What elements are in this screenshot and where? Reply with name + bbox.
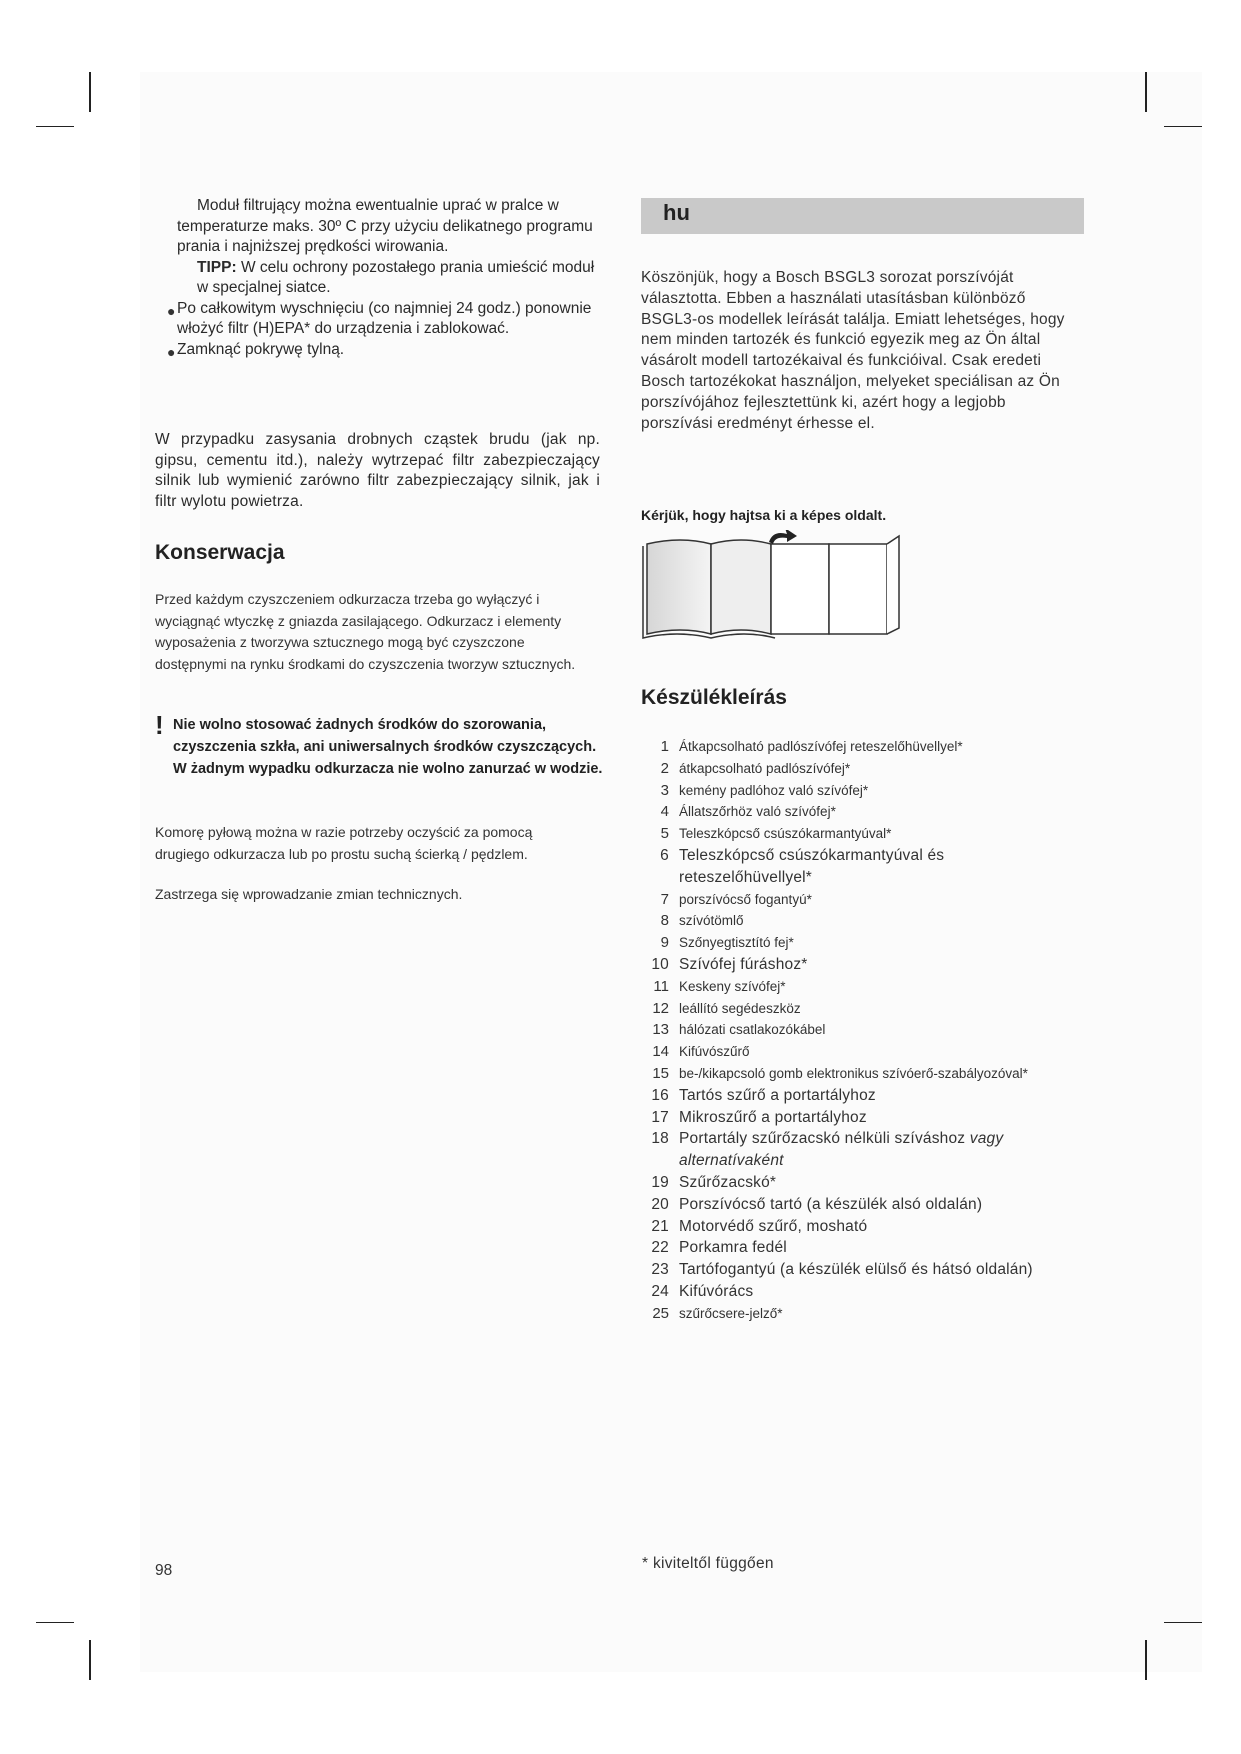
part-item: 22 Porkamra fedél <box>651 1239 787 1257</box>
intro-paragraph: Köszönjük, hogy a Bosch BSGL3 sorozat porszívóját választotta. Ebben a használati utasításban különböző BSGL3-os modellek leírását találja. Emiatt lehetséges, hogy nem minden tartozék és funkció egyezik meg az Ön által vásárolt modell tartozékaival és funkcióival. Csak eredeti Bosch tartozékokat használjon, melyeket speciálisan az Ön porszívójához fejlesztettünk ki, azért hogy a legjobb porszívási eredményt érhesse el. <box>641 269 1065 432</box>
crop-mark-bottom-left-v <box>89 1640 91 1680</box>
part-item: 24 Kifúvórács <box>651 1282 754 1300</box>
part-item: 16 Tartós szűrő a portartályhoz <box>651 1086 876 1104</box>
parts-list <box>641 736 1101 1325</box>
step-close-cover: ● Zamknąć pokrywę tylną. <box>177 340 607 361</box>
maintenance-heading: Konserwacja <box>155 541 285 564</box>
part-item: 3 kemény padlóhoz való szívófej* <box>660 781 869 799</box>
crop-mark-top-left-h <box>36 126 74 127</box>
part-item: 7 porszívócső fogantyú* <box>660 890 812 908</box>
dust-chamber-paragraph: Komorę pyłową można w razie potrzeby oczyścić za pomocą drugiego odkurzacza lub po prostu suchą ścierką / pędzlem. <box>155 824 533 862</box>
tip-label: TIPP: <box>197 258 237 276</box>
part-item: 20 Porszívócső tartó (a készülék alsó oldalán) <box>651 1195 983 1213</box>
part-item: 6 Teleszkópcső csúszókarmantyúval és reteszelőhüvellyel* <box>660 846 945 886</box>
language-code: hu <box>663 200 690 225</box>
crop-mark-top-right-h <box>1164 126 1202 127</box>
part-item: 19 Szűrőzacskó* <box>651 1173 777 1191</box>
part-item: 13 hálózati csatlakozókábel <box>652 1021 826 1039</box>
exclamation-icon: ! <box>155 710 164 740</box>
part-item: 1 Átkapcsolható padlószívófej reteszelőhüvellyel* <box>660 738 963 755</box>
part-item: 10 Szívófej fúráshoz* <box>651 955 808 973</box>
filter-instructions <box>167 196 607 360</box>
part-item: 5 Teleszkópcső csúszókarmantyúval* <box>660 825 892 843</box>
crop-mark-top-right-v <box>1145 72 1147 112</box>
part-item: 11 Keskeny szívófej* <box>653 977 786 995</box>
warning-text: Nie wolno stosować żadnych środków do szorowania, czyszczenia szkła, ani uniwersalnych środków czyszczących. W żadnym wypadku odkurzacza nie wolno zanurzać w wodzie. <box>173 717 603 777</box>
step-bullet-icon: ● <box>167 302 176 319</box>
maintenance-paragraph: Przed każdym czyszczeniem odkurzacza trzeba go wyłączyć i wyciągnąć wtyczkę z gniazda zasilającego. Odkurzacz i elementy wyposażenia z tworzywa sztucznego mogą być czyszczone dostępnymi na rynku środkami do czyszczenia tworzyw sztucznych. <box>155 591 576 672</box>
description-heading: Készülékleírás <box>641 686 787 709</box>
crop-mark-bottom-right-h <box>1164 1622 1202 1623</box>
part-item: 2 átkapcsolható padlószívófej* <box>660 759 851 777</box>
dust-paragraph: W przypadku zasysania drobnych cząstek brudu (jak np. gipsu, cementu itd.), należy wytrzepać filtr zabezpieczający silnik lub wymienić zarówno filtr zabezpieczający silnik, jak i filtr wylotu powietrza. <box>155 431 600 510</box>
tip-text: W celu ochrony pozostałego prania umieścić moduł w specjalnej siatce. <box>197 258 595 296</box>
crop-mark-bottom-left-h <box>36 1622 74 1623</box>
part-item: 17 Mikroszűrő a portartályhoz <box>651 1108 867 1126</box>
part-item: 4 Állatszőrhöz való szívófej* <box>660 803 836 821</box>
tip-note <box>177 258 607 299</box>
fold-note: Kérjük, hogy hajtsa ki a képes oldalt. <box>641 507 887 523</box>
part-item: 8 szívótömlő <box>660 912 744 930</box>
page-number: 98 <box>155 1562 173 1579</box>
step-reinsert-filter: ● Po całkowitym wyschnięciu (co najmniej 24 godz.) ponownie włożyć filtr (H)EPA* do urządzenia i zablokować. <box>167 299 592 337</box>
step-bullet-icon: ● <box>167 343 176 360</box>
part-item: 14 Kifúvószűrő <box>652 1043 750 1061</box>
part-emphasis: vagy alternatívaként <box>679 1130 1004 1170</box>
wash-paragraph: Moduł filtrujący można ewentualnie uprać w pralce w temperaturze maks. 30º C przy użyciu delikatnego programu prania i najniższej prędkości wirowania. <box>177 197 593 255</box>
part-item: 9 Szőnyegtisztító fej* <box>660 934 794 952</box>
part-item: 25 szűrőcsere-jelző* <box>652 1304 783 1322</box>
part-item: 15 be-/kikapcsoló gomb elektronikus szívóerő-szabályozóval* <box>652 1064 1028 1082</box>
language-header <box>641 198 1084 234</box>
technical-changes-note: Zastrzega się wprowadzanie zmian technicznych. <box>155 886 463 902</box>
part-item: 23 Tartófogantyú (a készülék elülső és hátsó oldalán) <box>651 1261 1033 1279</box>
crop-mark-bottom-right-v <box>1145 1640 1147 1680</box>
part-item: 18 Portartály szűrőzacskó nélküli szíváshoz vagy alternatívaként <box>651 1130 1004 1170</box>
crop-mark-top-left-v <box>89 72 91 112</box>
warning-note <box>155 710 605 780</box>
part-item: 12 leállító segédeszköz <box>652 999 801 1017</box>
part-item: 21 Motorvédő szűrő, mosható <box>651 1217 868 1235</box>
footnote: * kiviteltől függően <box>642 1555 774 1572</box>
foldout-book-illustration <box>641 530 906 645</box>
